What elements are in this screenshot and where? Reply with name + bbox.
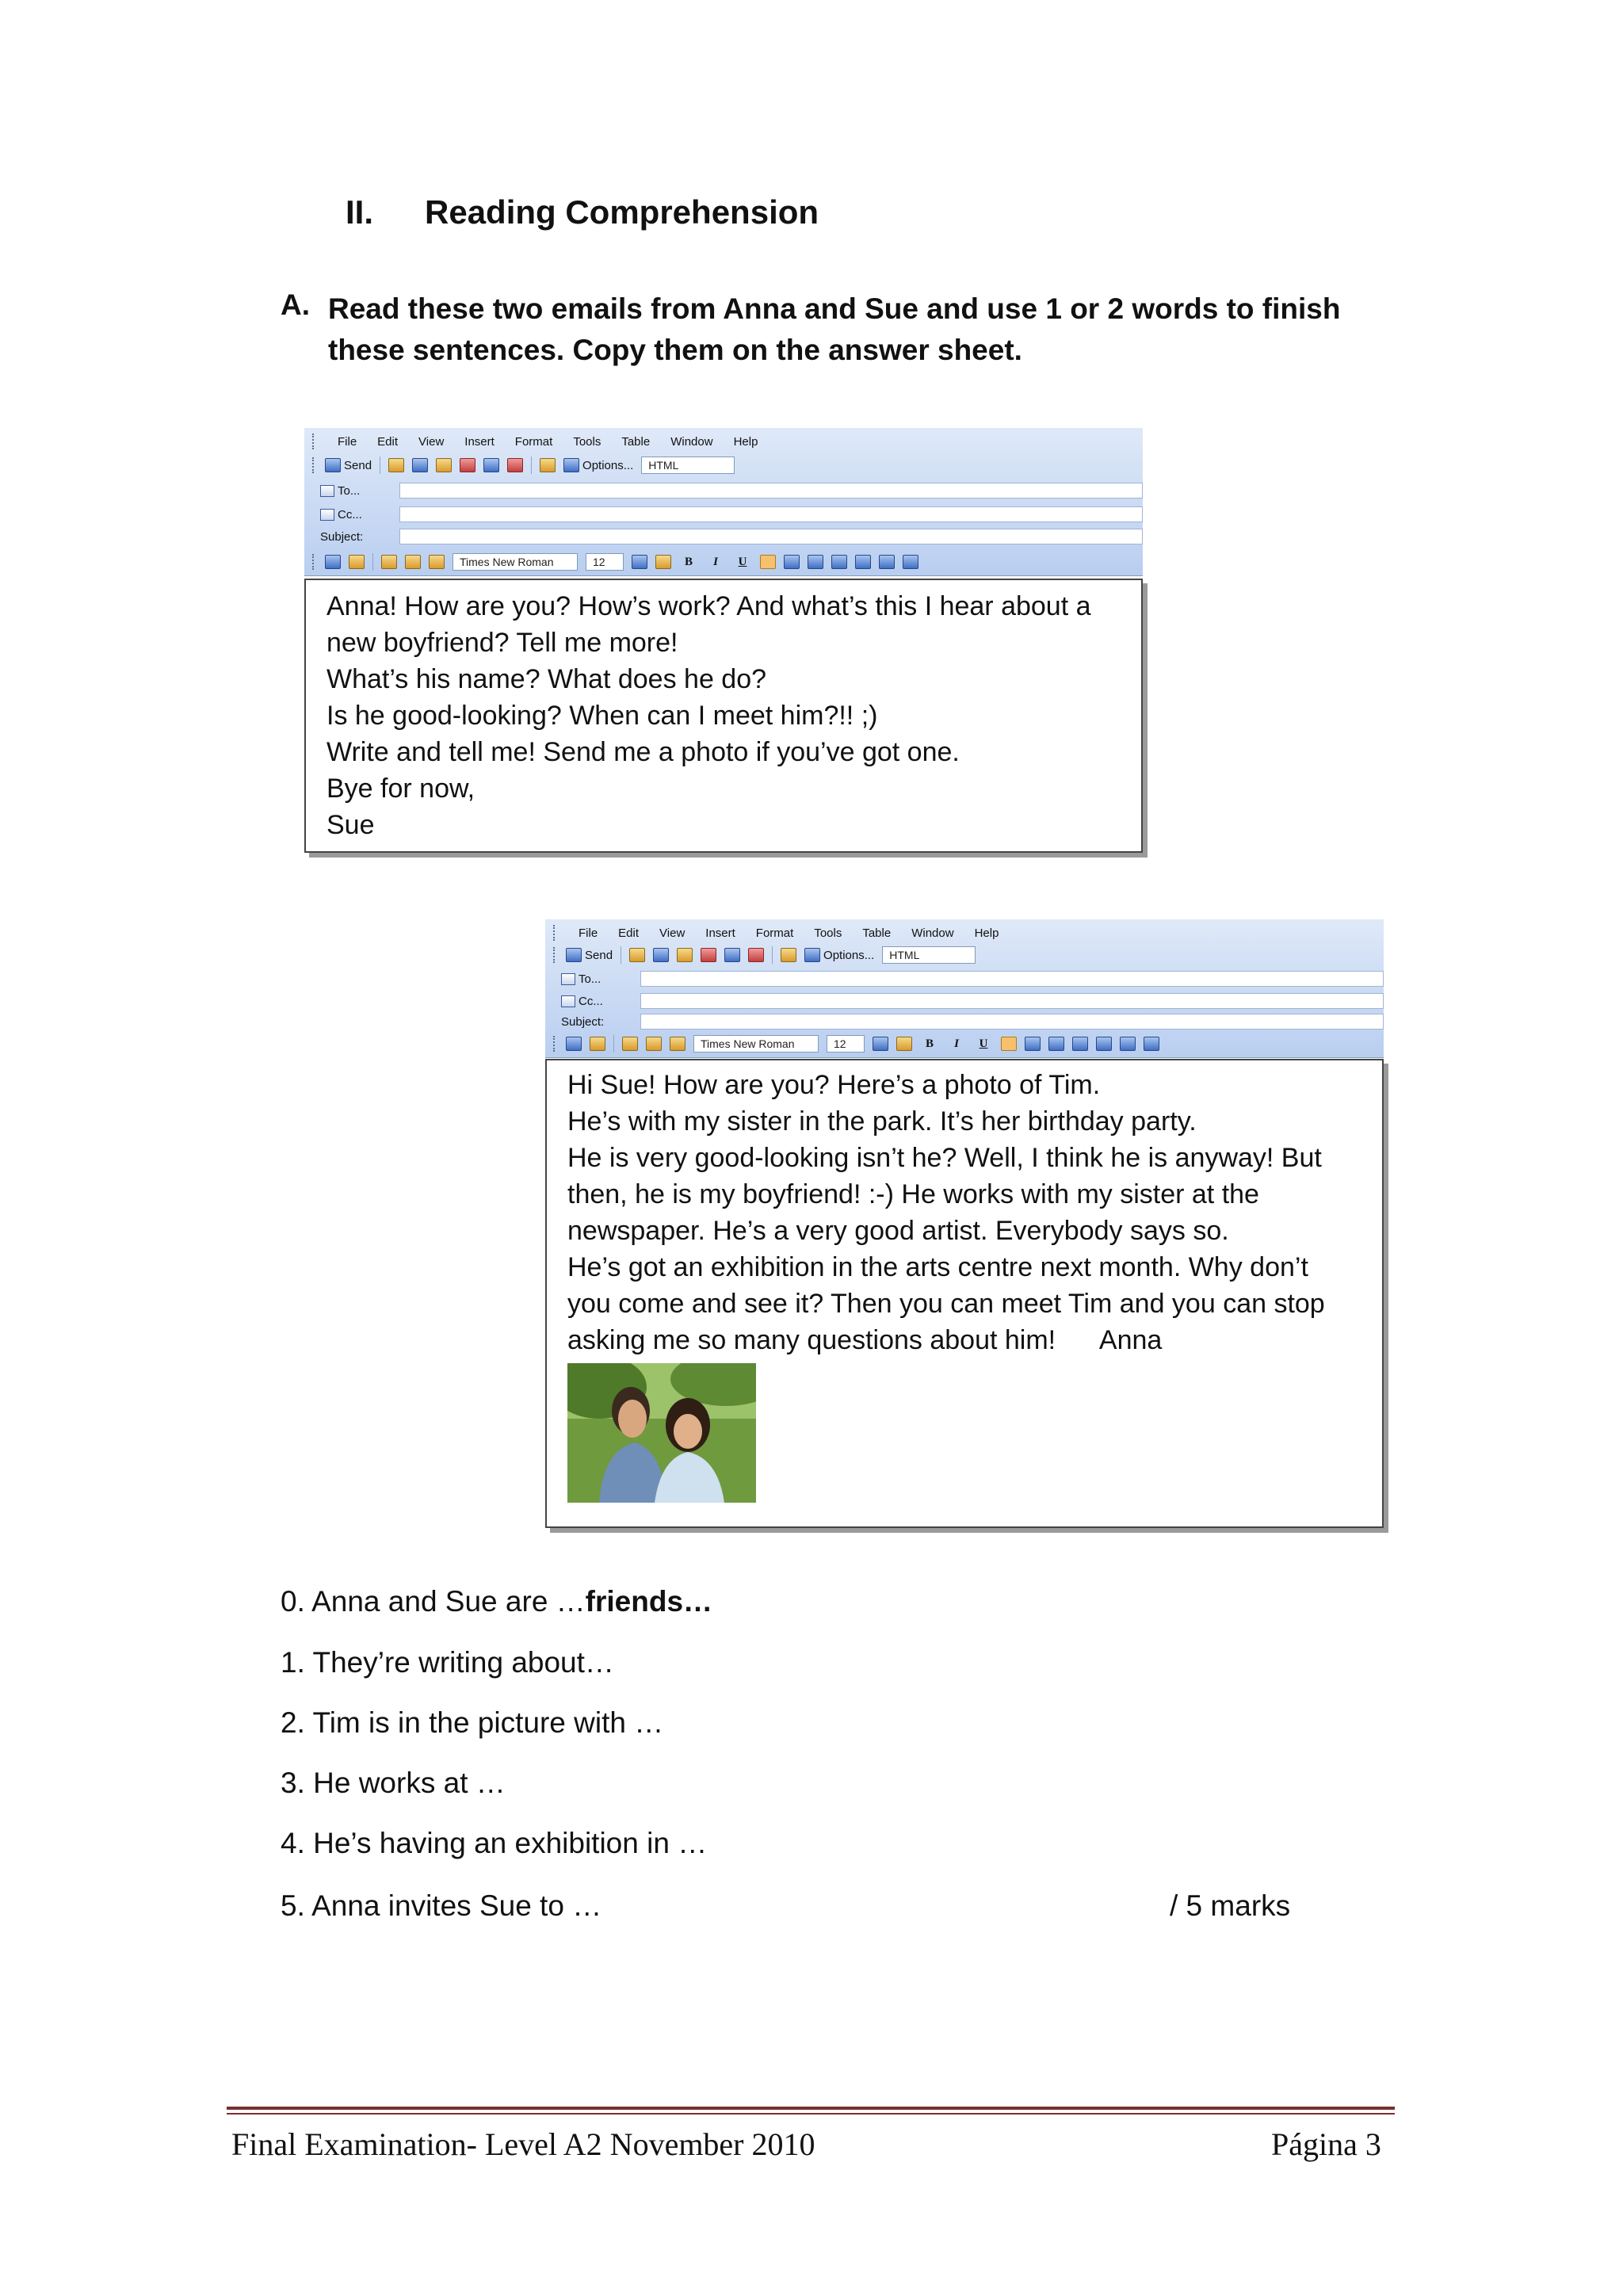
print-icon[interactable] [349, 555, 365, 569]
decrease-indent-icon[interactable] [1120, 1037, 1136, 1051]
question-3: 3. He works at … [281, 1767, 506, 1799]
menu-file[interactable]: File [579, 926, 598, 940]
align-center-icon[interactable] [784, 555, 800, 569]
menu-tools[interactable]: Tools [573, 434, 601, 449]
instruction-line-2: these sentences. Copy them on the answer sheet. [328, 334, 1022, 366]
save-icon[interactable] [325, 555, 341, 569]
importance-low-icon[interactable] [724, 948, 740, 962]
bullet-list-icon[interactable] [855, 555, 871, 569]
cc-button[interactable] [561, 995, 640, 1008]
menu-window[interactable]: Window [670, 434, 713, 449]
menu-format[interactable]: Format [514, 434, 553, 449]
envelope-icon [325, 458, 341, 472]
email-2-line: He is very good-looking isn’t he? Well, I think he is anyway! But [567, 1143, 1322, 1173]
send-label: Send [585, 948, 613, 962]
menu-bar [553, 923, 999, 943]
email-window-1 [304, 428, 1143, 862]
to-button[interactable] [561, 972, 640, 986]
flag-icon[interactable] [748, 948, 764, 962]
question-0 [281, 1585, 712, 1618]
email-2-line: asking me so many questions about him! Anna [567, 1325, 1163, 1355]
email-2-toolbar-area [545, 919, 1384, 1058]
menu-help[interactable]: Help [974, 926, 999, 940]
options-icon [563, 458, 579, 472]
formatting-toolbar [312, 550, 918, 574]
section-title: Reading Comprehension [425, 193, 819, 231]
email-2-line: newspaper. He’s a very good artist. Everybody says so. [567, 1216, 1229, 1246]
menu-table[interactable]: Table [621, 434, 651, 449]
email-1-text [306, 580, 1141, 843]
menu-view[interactable]: View [418, 434, 445, 449]
options-label: Options... [582, 458, 634, 472]
increase-indent-icon[interactable] [1144, 1037, 1159, 1051]
menu-help[interactable]: Help [733, 434, 758, 449]
instruction-letter: A. [281, 288, 310, 321]
menu-edit[interactable]: Edit [618, 926, 640, 940]
cc-row [320, 504, 1143, 525]
email-1-body [304, 579, 1143, 853]
flag-icon[interactable] [507, 458, 523, 472]
email-2-line: Hi Sue! How are you? Here’s a photo of Tim. [567, 1070, 1101, 1100]
bold-button[interactable]: B [925, 1037, 934, 1050]
email-2-line: He’s got an exhibition in the arts centre next month. Why don’t [567, 1252, 1308, 1282]
subject-row [561, 1011, 1384, 1032]
email-2-line: you come and see it? Then you can meet Tim and you can stop [567, 1289, 1325, 1319]
email-1-line: new boyfriend? Tell me more! [327, 628, 678, 658]
email-1-line: Is he good-looking? When can I meet him?!! ;) [327, 701, 878, 731]
font-size-select[interactable]: 12 [586, 553, 624, 571]
cut-icon[interactable] [381, 555, 397, 569]
italic-button[interactable]: I [713, 555, 718, 568]
menu-bar [312, 431, 758, 452]
font-color-icon[interactable] [632, 555, 647, 569]
highlight-icon[interactable] [896, 1037, 912, 1051]
cc-label: Cc... [338, 507, 362, 521]
to-label: To... [579, 972, 601, 986]
align-right-icon[interactable] [1048, 1037, 1064, 1051]
font-size-select[interactable]: 12 [827, 1035, 865, 1052]
align-left-icon[interactable] [760, 555, 776, 569]
send-button[interactable] [325, 458, 372, 472]
numbered-list-icon[interactable] [831, 555, 847, 569]
font-color-icon[interactable] [873, 1037, 888, 1051]
align-right-icon[interactable] [808, 555, 823, 569]
address-book-icon[interactable] [412, 458, 428, 472]
footer-exam-title: Final Examination- Level A2 November 2010 [231, 2126, 815, 2162]
align-left-icon[interactable] [1001, 1037, 1017, 1051]
email-2-line: then, he is my boyfriend! :-) He works with my sister at the [567, 1179, 1259, 1209]
email-1-line: Bye for now, [327, 774, 475, 804]
save-icon[interactable] [566, 1037, 582, 1051]
question-1: 1. They’re writing about… [281, 1646, 614, 1679]
importance-low-icon[interactable] [483, 458, 499, 472]
grip-handle[interactable] [553, 1036, 558, 1052]
email-1-line: What’s his name? What does he do? [327, 664, 767, 694]
font-select[interactable]: Times New Roman [453, 553, 578, 571]
send-toolbar [553, 943, 976, 967]
cc-field[interactable] [640, 993, 1384, 1009]
subject-field[interactable] [399, 529, 1143, 544]
menu-tools[interactable]: Tools [814, 926, 842, 940]
options-button[interactable] [804, 948, 874, 962]
italic-button[interactable]: I [954, 1037, 959, 1050]
grip-handle[interactable] [312, 554, 317, 570]
copy-icon[interactable] [405, 555, 421, 569]
email-2-body [545, 1059, 1384, 1528]
couple-photo-illustration [567, 1363, 756, 1503]
options-button[interactable] [563, 458, 633, 472]
subject-label: Subject: [320, 529, 364, 544]
section-number: II. [346, 193, 374, 231]
bold-button[interactable]: B [684, 555, 693, 568]
email-1-toolbar-area [304, 428, 1143, 576]
grip-handle[interactable] [312, 457, 317, 473]
underline-button[interactable]: U [979, 1037, 988, 1050]
paste-icon[interactable] [429, 555, 445, 569]
email-1-line: Sue [327, 810, 375, 840]
numbered-list-icon[interactable] [1072, 1037, 1088, 1051]
bullet-list-icon[interactable] [1096, 1037, 1112, 1051]
cc-field[interactable] [399, 506, 1143, 522]
to-row [320, 480, 1143, 501]
send-button[interactable] [566, 948, 613, 962]
question-2: 2. Tim is in the picture with … [281, 1706, 664, 1739]
email-1-line: Write and tell me! Send me a photo if you’ve got one. [327, 737, 960, 767]
marks-total: / 5 marks [1170, 1889, 1291, 1922]
menu-insert[interactable]: Insert [705, 926, 735, 940]
importance-high-icon[interactable] [460, 458, 475, 472]
cc-row [561, 991, 1384, 1011]
question-0-answer: friends… [585, 1585, 713, 1618]
options-label: Options... [823, 948, 875, 962]
address-book-icon[interactable] [653, 948, 669, 962]
cc-label: Cc... [579, 994, 603, 1008]
paperclip-icon[interactable] [629, 948, 645, 962]
address-book-icon [320, 509, 334, 521]
to-row [561, 968, 1384, 989]
menu-insert[interactable]: Insert [464, 434, 495, 449]
grip-handle[interactable] [312, 434, 317, 449]
subject-field[interactable] [640, 1014, 1384, 1030]
menu-view[interactable]: View [659, 926, 685, 940]
formatting-toolbar [553, 1032, 1159, 1056]
menu-edit[interactable]: Edit [377, 434, 399, 449]
to-button[interactable] [320, 484, 399, 498]
paste-icon[interactable] [670, 1037, 685, 1051]
footer-page-number: Página 3 [1271, 2126, 1381, 2162]
email-window-2 [545, 919, 1384, 1538]
email-2-line: He’s with my sister in the park. It’s her birthday party. [567, 1106, 1197, 1137]
font-select[interactable]: Times New Roman [693, 1035, 819, 1052]
to-field[interactable] [640, 971, 1384, 987]
question-5: 5. Anna invites Sue to … [281, 1889, 602, 1922]
cc-button[interactable] [320, 508, 399, 521]
toolbar-separator [772, 946, 773, 964]
cut-icon[interactable] [622, 1037, 638, 1051]
options-icon [804, 948, 820, 962]
email-1-line: Anna! How are you? How’s work? And what’s this I hear about a [327, 591, 1091, 621]
print-icon[interactable] [590, 1037, 605, 1051]
increase-indent-icon[interactable] [903, 555, 918, 569]
toolbar-separator [372, 553, 373, 571]
subject-label: Subject: [561, 1014, 605, 1029]
send-toolbar [312, 453, 735, 477]
footer-rule [227, 2107, 1395, 2110]
grip-handle[interactable] [553, 925, 558, 941]
check-names-icon[interactable] [677, 948, 693, 962]
folder-icon[interactable] [781, 948, 796, 962]
footer-rule-thin [227, 2113, 1395, 2115]
instruction-line-1: Read these two emails from Anna and Sue and use 1 or 2 words to finish [328, 292, 1341, 325]
address-book-icon [561, 995, 575, 1007]
question-4: 4. He’s having an exhibition in … [281, 1827, 708, 1859]
toolbar-separator [531, 457, 532, 474]
check-names-icon[interactable] [436, 458, 452, 472]
folder-icon[interactable] [540, 458, 556, 472]
importance-high-icon[interactable] [701, 948, 716, 962]
menu-table[interactable]: Table [862, 926, 892, 940]
menu-window[interactable]: Window [911, 926, 954, 940]
copy-icon[interactable] [646, 1037, 662, 1051]
menu-file[interactable]: File [338, 434, 357, 449]
subject-row [320, 526, 1143, 547]
format-select[interactable]: HTML [882, 946, 976, 964]
menu-format[interactable]: Format [755, 926, 794, 940]
envelope-icon [566, 948, 582, 962]
align-center-icon[interactable] [1025, 1037, 1041, 1051]
to-field[interactable] [399, 483, 1143, 499]
paperclip-icon[interactable] [388, 458, 404, 472]
decrease-indent-icon[interactable] [879, 555, 895, 569]
underline-button[interactable]: U [738, 555, 747, 568]
send-label: Send [344, 458, 372, 472]
address-book-icon [320, 485, 334, 497]
couple-photo [567, 1363, 756, 1503]
address-book-icon [561, 973, 575, 985]
to-label: To... [338, 483, 361, 498]
email-2-text [547, 1060, 1382, 1358]
format-select[interactable]: HTML [641, 457, 735, 474]
question-0-prefix: 0. Anna and Sue are … [281, 1585, 586, 1618]
highlight-icon[interactable] [655, 555, 671, 569]
instruction-text [328, 288, 1374, 371]
toolbar-separator [613, 1035, 614, 1052]
grip-handle[interactable] [553, 947, 558, 963]
